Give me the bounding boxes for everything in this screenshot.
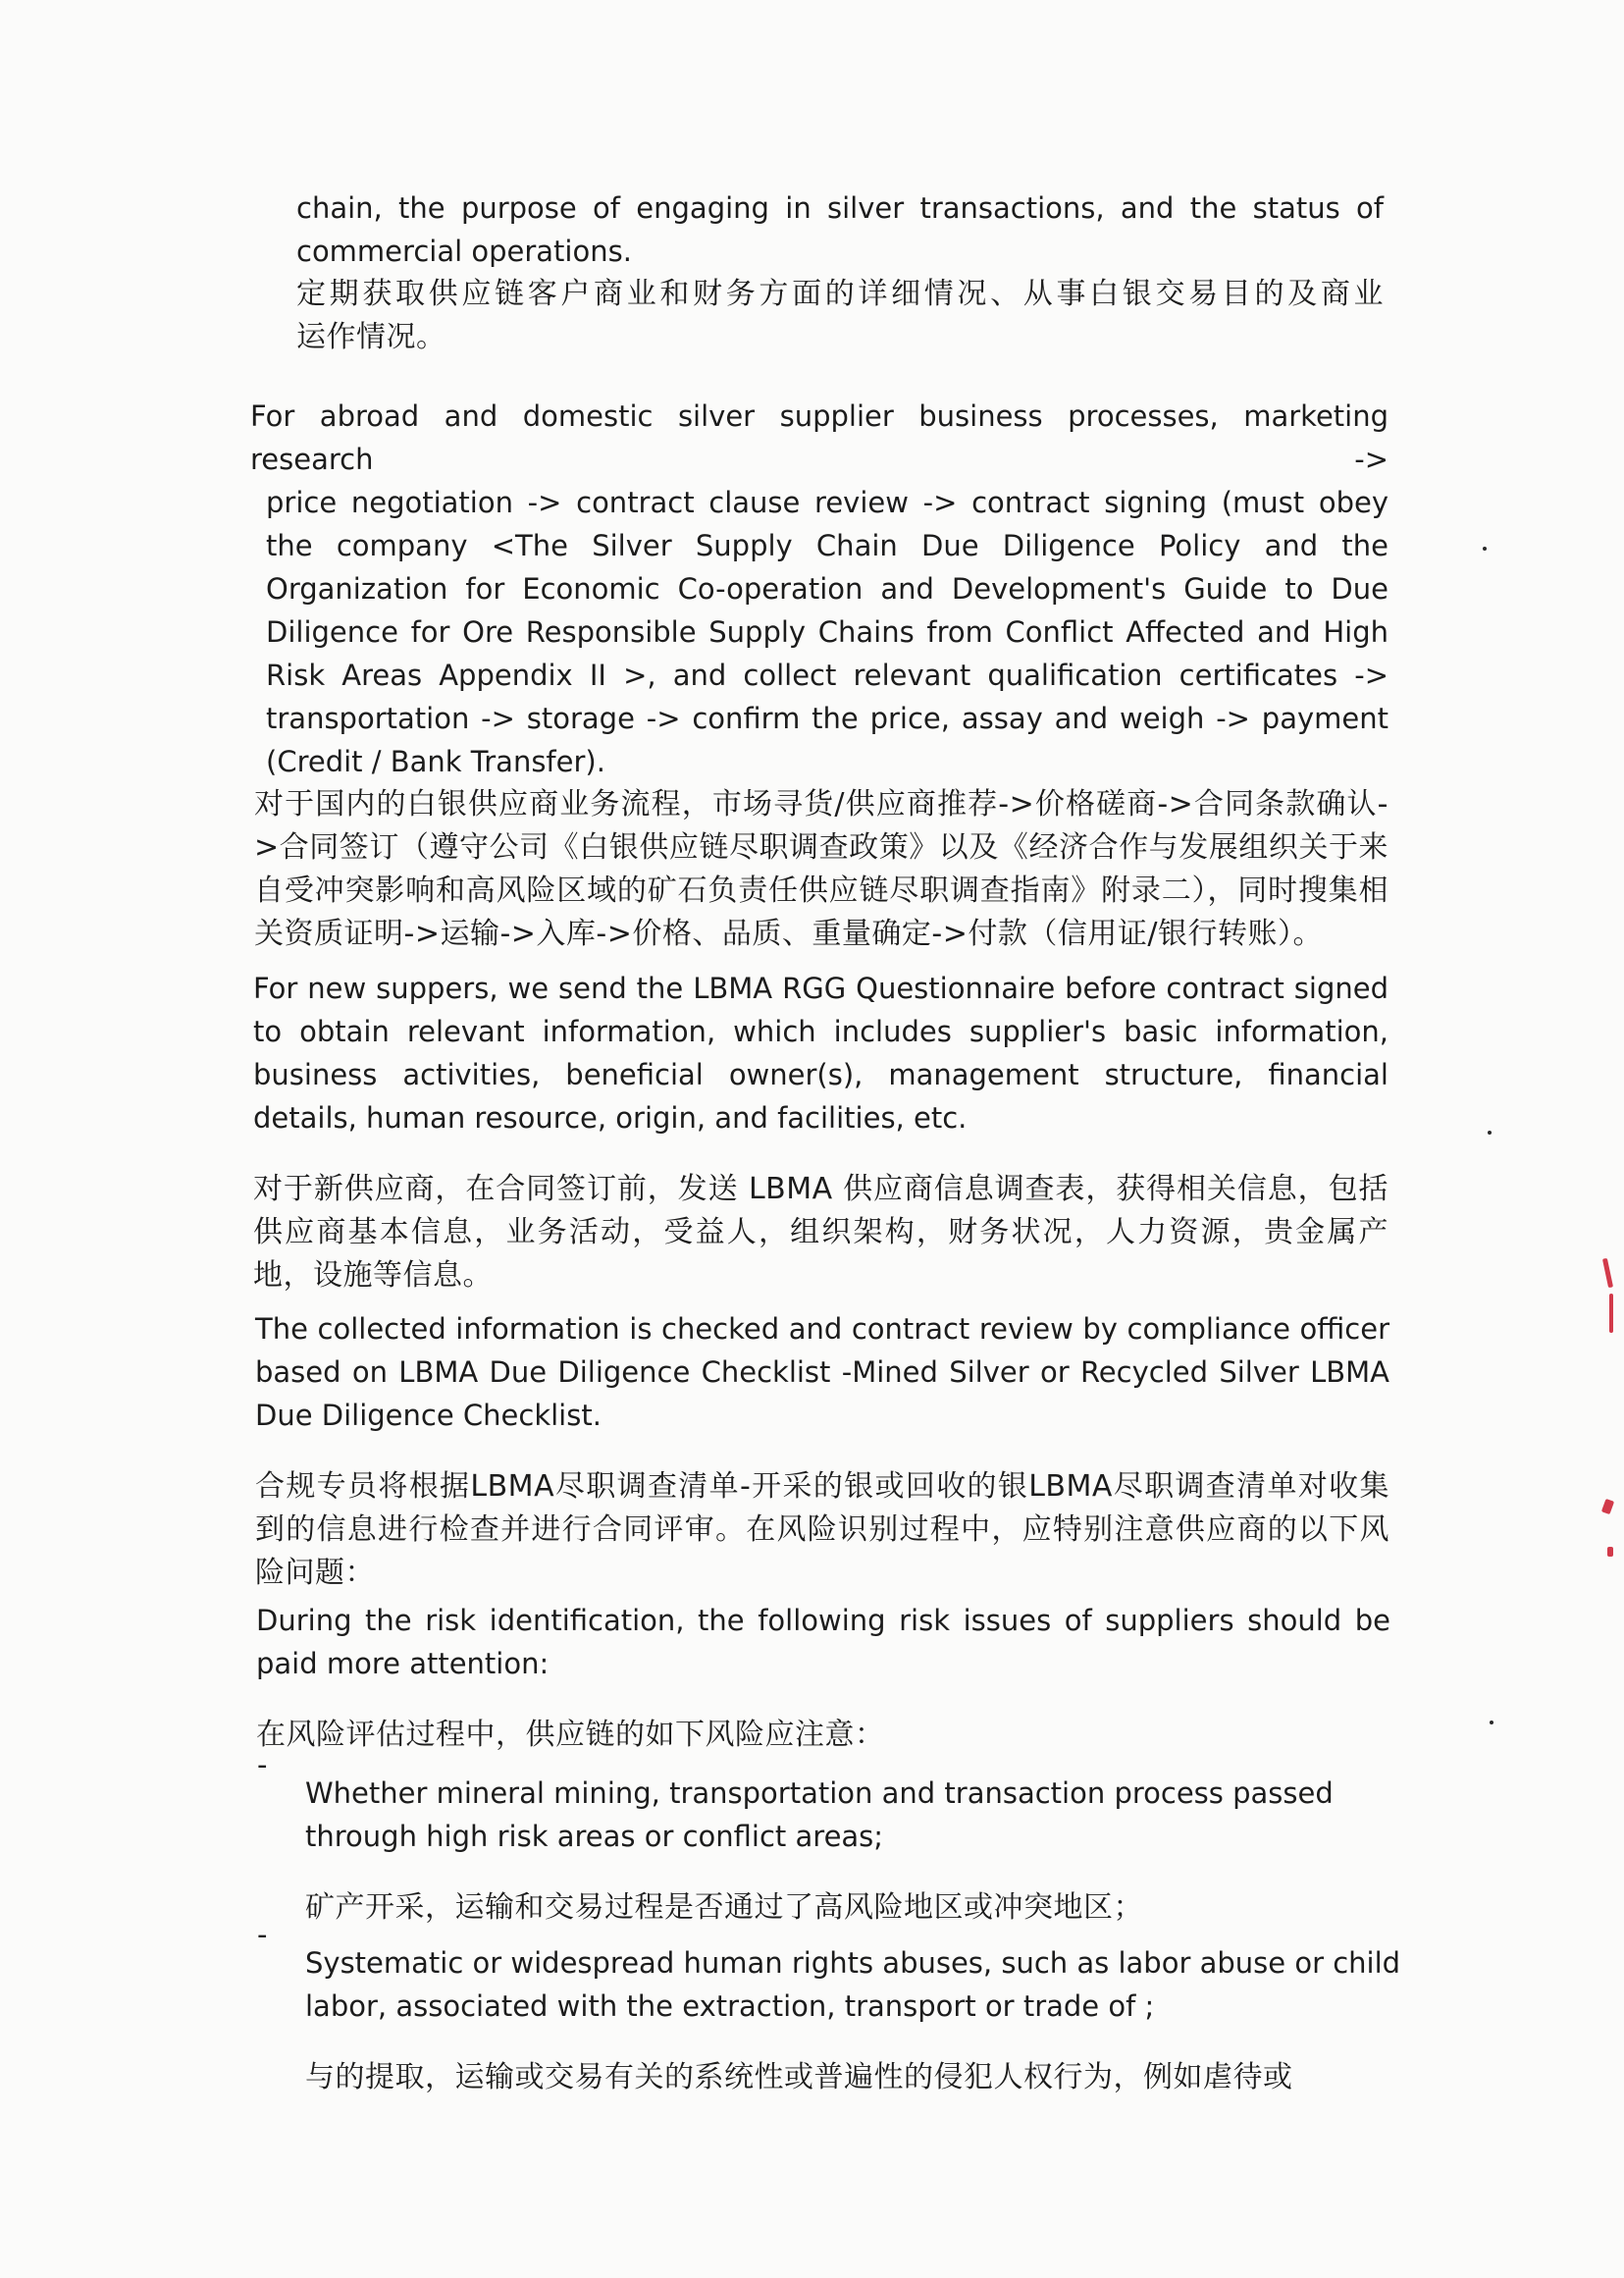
paragraph-en: During the risk identification, the following risk issues of suppliers should be paid more attention:: [256, 1604, 1390, 1680]
bullet-item: [305, 1913, 1404, 2099]
seal-fragment: [1609, 1294, 1613, 1333]
bullet-dash: -: [257, 1748, 268, 1781]
section-new-suppliers: [253, 938, 1388, 1298]
section-business-process: [250, 395, 1388, 956]
paragraph-zh-line: 运作情况。: [296, 320, 446, 354]
bullet-dash: -: [257, 1918, 268, 1951]
paragraph-zh: 在风险评估过程中，供应链的如下风险应注意：: [256, 1718, 885, 1752]
seal-fragment: [1607, 1547, 1613, 1557]
paragraph-en-first-line: For abroad and domestic silver supplier business processes, marketing research ->: [250, 399, 1388, 476]
paragraph-zh: 合规专员将根据LBMA尽职调查清单-开采的银或回收的银LBMA尽职调查清单对收集到的信息进行检查并进行合同评审。在风险识别过程中，应特别注意供应商的以下风险问题：: [255, 1469, 1389, 1590]
scan-speck: [1488, 1131, 1492, 1135]
paragraph-zh-line: 定期获取供应链客户商业和财务方面的详细情况、从事白银交易目的及商业: [296, 277, 1384, 311]
bullet-en: Systematic or widespread human rights abuses, such as labor abuse or child labor, associated with the extraction, transport or trade of ;: [305, 1946, 1401, 2023]
seal-fragment: [1602, 1258, 1613, 1288]
bullet-zh: 矿产开采，运输和交易过程是否通过了高风险地区或冲突地区；: [305, 1890, 1143, 1925]
paragraph-en: The collected information is checked and contract review by compliance officer based on LBMA Due Diligence Checklist -Mined Silver or Recycled Silver LBMA Due Diligence Checklist.: [255, 1312, 1389, 1432]
bullet-en: Whether mineral mining, transportation and transaction process passed through high risk areas or conflict areas;: [305, 1776, 1334, 1853]
section-continuation: [296, 186, 1384, 359]
paragraph-en: For new suppers, we send the LBMA RGG Questionnaire before contract signed to obtain relevant information, which includes supplier's basic information, business activities, beneficial owner(s), management structure, financial details, human resource, origin, and facilities, etc.: [253, 972, 1388, 1135]
paragraph-zh: 对于国内的白银供应商业务流程，市场寻货/供应商推荐->价格磋商->合同条款确认->合同签订（遵守公司《白银供应链尽职调查政策》以及《经济合作与发展组织关于来自受冲突影响和高风险区域的矿石负责任供应链尽职调查指南》附录二），同时搜集相关资质证明->运输->入库->价格、品质、重量确定->付款（信用证/银行转账）。: [254, 787, 1388, 951]
paragraph-zh: 对于新供应商，在合同签订前，发送 LBMA 供应商信息调查表，获得相关信息，包括供应商基本信息，业务活动，受益人，组织架构，财务状况，人力资源，贵金属产地，设施等信息。: [253, 1172, 1388, 1293]
bullet-item: [305, 1743, 1392, 1930]
scan-speck: [1483, 547, 1487, 551]
scan-speck: [1490, 1721, 1493, 1724]
bullet-zh: 与的提取，运输或交易有关的系统性或普遍性的侵犯人权行为，例如虐待或: [305, 2060, 1293, 2094]
seal-fragment: [1601, 1499, 1614, 1514]
section-risk-identification: [256, 1570, 1390, 1757]
section-compliance-review: [255, 1279, 1389, 1595]
paragraph-en: chain, the purpose of engaging in silver transactions, and the status of commercial operations.: [296, 191, 1384, 268]
paragraph-en: price negotiation -> contract clause review -> contract signing (must obey the company <The Silver Supply Chain Due Diligence Policy and the Organization for Economic Co-operation and Development's Guide to Due Diligence for Ore Responsible Supply Chains from Conflict Affected and High Risk Areas Appendix II >, and collect relevant qualification certificates -> transportation -> storage -> confirm the price, assay and weigh -> payment (Credit / Bank Transfer).: [266, 486, 1388, 778]
